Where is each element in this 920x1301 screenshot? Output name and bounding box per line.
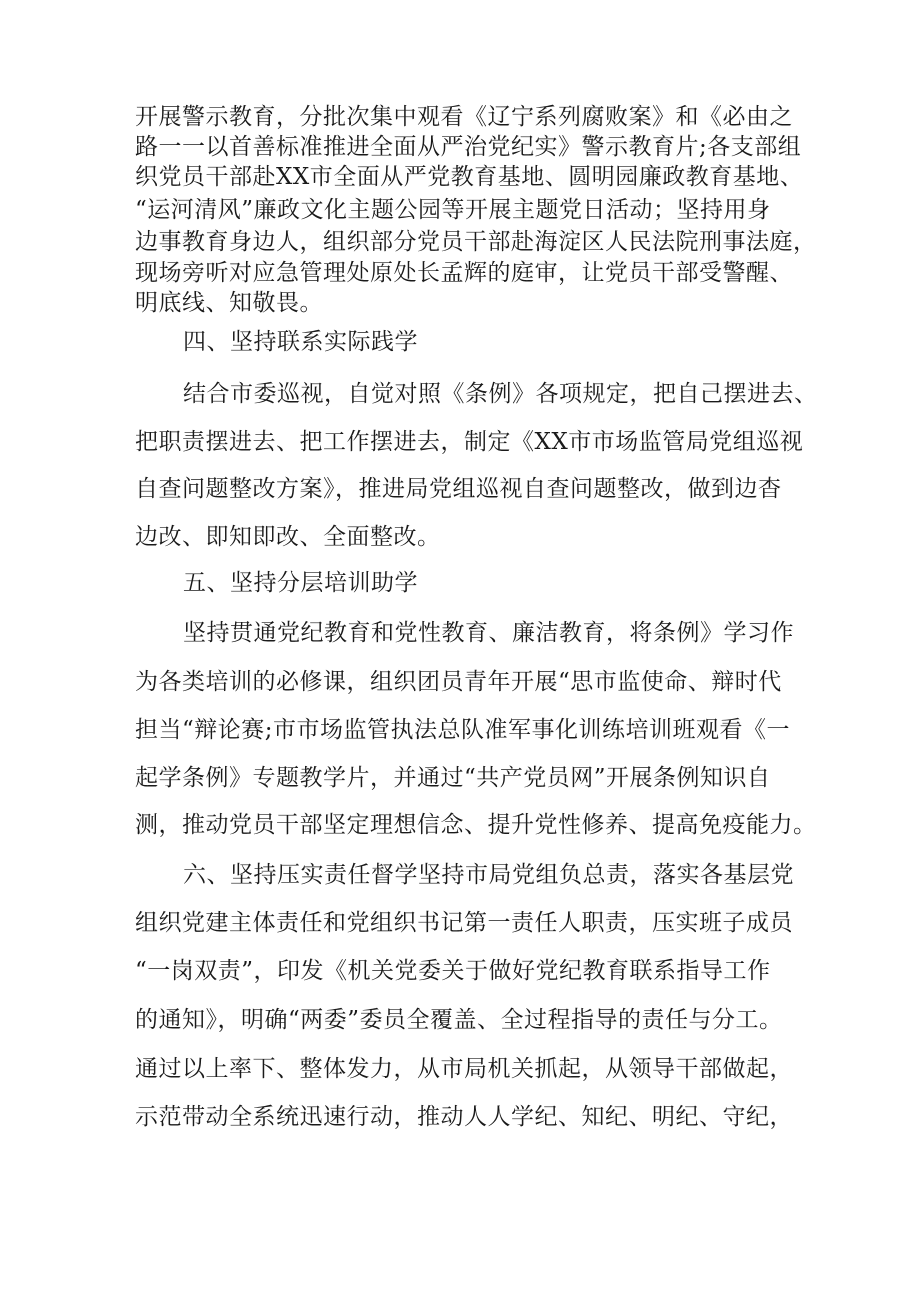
text-line: 自查问题整改方案》，推进局党组巡视自查问题整改，做到边杳: [135, 476, 782, 502]
text-line: 开展警示教育，分批次集中观看《辽宁系列腐败案》和《必由之: [135, 104, 793, 130]
text-line: 边事教育身边人，组织部分党员干部赴海淀区人民法院刑事法庭，: [135, 229, 817, 255]
section-heading-5: 五、坚持分层培训助学: [183, 570, 418, 596]
text-line: 结合市委巡视，自觉对照《条例》各项规定，把自己摆进去、: [183, 381, 818, 407]
text-line: 担当“辩论赛;市市场监管执法总队准军事化训练培训班观看《一: [135, 717, 791, 743]
text-line: “运河清风”廉政文化主题公园等开展主题党日活动；坚持用身: [135, 197, 771, 223]
text-line: 边改、即知即改、全面整改。: [135, 524, 441, 550]
text-line: 组织党建主体责任和党组织书记第一责任人职责，压实班子成员: [135, 910, 793, 936]
text-line: 起学条例》专题教学片，并通过“共产党员网”开展条例知识自: [135, 765, 771, 791]
text-line: 织党员干部赴XX市全面从严党教育基地、圆明园廉政教育基地、: [135, 164, 804, 190]
text-line: 现场旁听对应急管理处原处长孟辉的庭审，让党员干部受警醒、: [135, 260, 793, 286]
text-line: 测，推动党员干部坚定理想信念、提升党性修养、提高免疫能力。: [135, 812, 817, 838]
text-line: “一岗双责”，印发《机关党委关于做好党纪教育联系指导工作: [135, 958, 771, 984]
text-line: 坚持贯通党纪教育和党性教育、廉洁教育，将条例》学习作: [183, 620, 794, 646]
text-line: 示范带动全系统迅速行动，推动人人学纪、知纪、明纪、守纪，: [135, 1104, 793, 1130]
text-line: 为各类培训的必修课，组织团员青年开展“思市监使命、辩时代: [135, 669, 782, 695]
text-line: 路一一以首善标准推进全面从严治党纪实》警示教育片;各支部组: [135, 134, 802, 160]
section-heading-4: 四、坚持联系实际践学: [183, 329, 418, 355]
text-line: 把职责摆进去、把工作摆进去，制定《XX市市场监管局党组巡视: [135, 429, 804, 455]
text-line: 的通知》，明确“两委”委员全覆盖、全过程指导的责任与分工。: [135, 1007, 783, 1033]
text-line: 六、坚持压实责任督学坚持市局党组负总责，落实各基层党: [183, 862, 794, 888]
text-line: 通过以上率下、整体发力，从市局机关抓起，从领导干部做起，: [135, 1056, 793, 1082]
text-line: 明底线、知敬畏。: [135, 290, 323, 316]
